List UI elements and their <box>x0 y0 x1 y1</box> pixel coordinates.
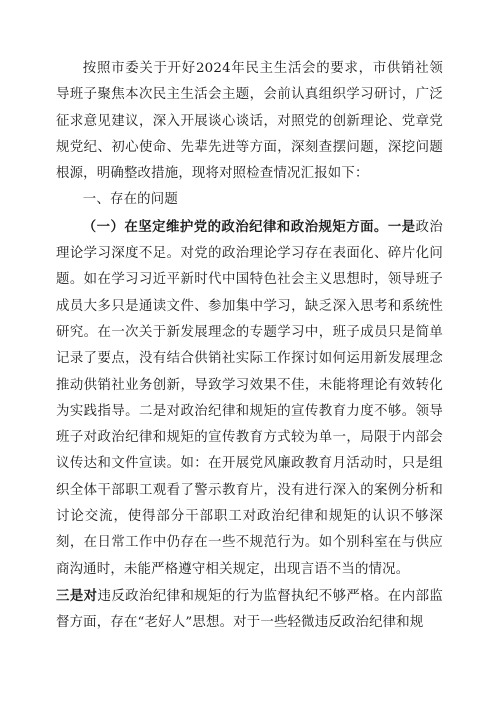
item-three-paragraph <box>56 583 443 637</box>
intro-paragraph: 按照市委关于开好2024年民主生活会的要求，市供销社领导班子聚焦本次民主生活会主题，会前认真组织学习研讨，广泛征求意见建议，深入开展谈心谈话，对照党的创新理论、党章党规党纪、初心使命、先辈先进等方面，深刻查摆问题，深挖问题根源，明确整改措施，现将对照检查情况汇报如下： <box>56 61 443 182</box>
document-page <box>56 56 443 637</box>
section-body-paragraph <box>56 214 443 583</box>
item-one-text: 政治理论学习深度不足。对党的政治理论学习存在表面化、碎片化问题。如在学习习近平新时代中国特色社会主义思想时，领导班子成员大多只是通读文件、参加集中学习，缺乏深入思考和系统性研究。在一次关于新发展理念的专题学习中，班子成员只是简单记录了要点，没有结合供销社实际工作探讨如何运用新发展理念推动供销社业务创新，导致学习效果不佳，未能将理论有效转化为实践指导。二是对政治纪律和规矩的宣传教育力度不够。领导班子对政治纪律和规矩的宣传教育方式较为单一，局限于内部会议传达和文件宣读。如：在开展党风廉政教育月活动时，只是组织全体干部职工观看了警示教育片，没有进行深入的案例分析和讨论交流，使得部分干部职工对政治纪律和规矩的认识不够深刻，在日常工作中仍存在一些不规范行为。如个别科室在与供应商沟通时，未能严格遵守相关规定，出现言语不当的情况。 <box>56 219 444 577</box>
sub-heading: （一）在坚定维护党的政治纪律和政治规矩方面。 <box>82 218 388 235</box>
item-three-text: 违反政治纪律和规矩的行为监督执纪不够严格。在内部监督方面，存在“老好人”思想。对于一些轻微违反政治纪律和规 <box>56 588 443 631</box>
section-heading: 一、存在的问题 <box>82 192 178 208</box>
item-three-lead: 三是对 <box>56 587 98 604</box>
item-one-lead: 一是 <box>387 218 416 235</box>
